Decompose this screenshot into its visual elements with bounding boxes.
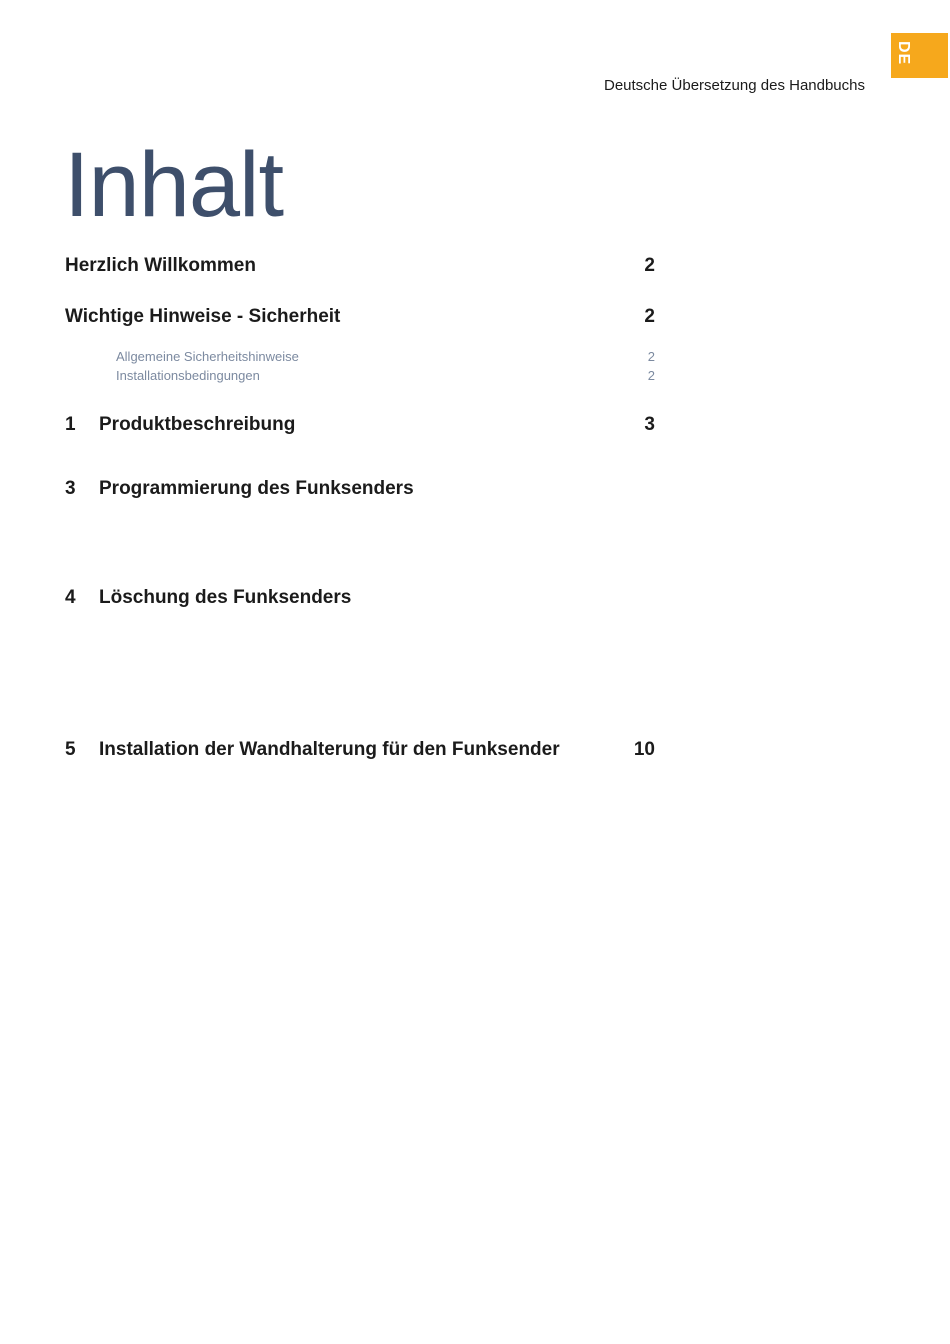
language-tab-label: DE — [895, 41, 912, 66]
toc-entry-chapter-4[interactable] — [65, 585, 655, 611]
toc-entry-page: 10 — [633, 739, 655, 760]
language-tab — [891, 33, 948, 78]
toc-entry-number: 3 — [65, 478, 76, 499]
toc-subentry-label: Installationsbedingungen — [116, 368, 260, 383]
toc-entry-label: Programmierung des Funksenders — [99, 478, 414, 499]
toc-entry-number: 4 — [65, 587, 76, 608]
toc-entry-label: Löschung des Funksenders — [99, 587, 352, 608]
toc-entry-safety[interactable] — [65, 304, 655, 330]
toc-entry-chapter-3[interactable] — [65, 476, 655, 502]
toc-entry-label: Produktbeschreibung — [99, 414, 296, 435]
toc-entry-page: 3 — [644, 414, 655, 435]
toc-entry-number: 1 — [65, 414, 76, 435]
toc-entry-welcome[interactable] — [65, 253, 655, 279]
toc-subentry-general-safety[interactable] — [116, 348, 655, 366]
toc-entry-label: Installation der Wandhalterung für den Funksender — [99, 739, 560, 760]
toc-subentry-label: Allgemeine Sicherheitshinweise — [116, 349, 299, 364]
toc-entry-label: Wichtige Hinweise - Sicherheit — [65, 306, 341, 327]
toc-entry-label: Herzlich Willkommen — [65, 255, 256, 276]
toc-entry-page: 2 — [644, 255, 655, 276]
toc-entry-number: 5 — [65, 739, 76, 760]
toc-entry-page: 2 — [644, 306, 655, 327]
toc-entry-chapter-5[interactable] — [65, 737, 655, 763]
toc-subentry-page: 2 — [647, 368, 655, 383]
page-title: Inhalt — [64, 134, 284, 236]
toc-entry-chapter-1[interactable] — [65, 412, 655, 438]
header-note: Deutsche Übersetzung des Handbuchs — [604, 77, 865, 94]
toc-subentry-installation-conditions[interactable] — [116, 367, 655, 385]
toc-subentry-page: 2 — [647, 349, 655, 364]
